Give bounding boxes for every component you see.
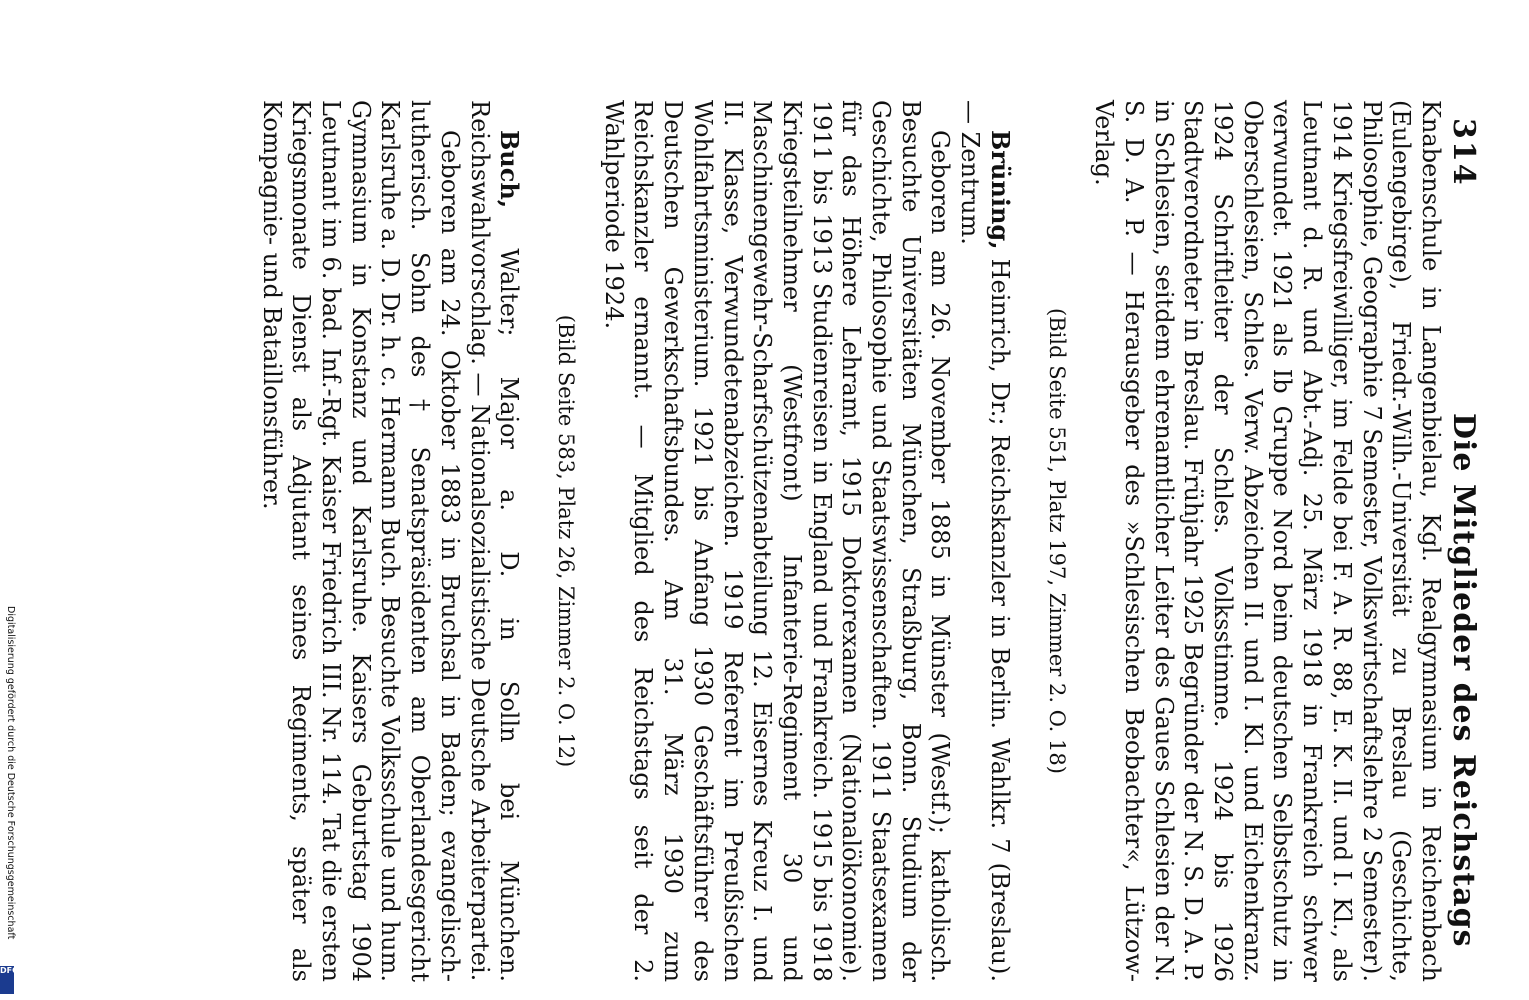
entry-biography: Geboren am 26. November 1885 in Münster (Westf.); katholisch. Besuchte Universitäten München, Straßburg, Bonn. Studium der Geschichte, Philosophie und Staatswissenschaften. 1911 Staatsexamen für das Höhere Lehramt, 1915 Doktorexamen (Nationalökonomie). 1911 bis 1913 Studienreisen in England und Frankreich. 1915 bis 1918 Kriegsteilnehmer (Westfront) Infanterie-Regiment 30 und Maschinengewehr-Scharfschützenabteilung 12. Eisernes Kreuz I. und II. Klasse, Verwundetenabzeichen. 1919 Referent im Preußischen Wohlfahrtsministerium. 1921 bis Anfang 1930 Geschäftsführer des Deutschen Gewerkschaftsbundes. Am 31. März 1930 zum Reichskanzler ernannt. — Mitglied des Reichstags seit der 2. Wahlperiode 1924. <box>599 100 955 982</box>
entry-reference: (Bild Seite 583, Platz 26, Zimmer 2. O. 12) <box>554 314 579 768</box>
digitization-credit: Digitalisierung gefördert durch die Deutsche Forschungsgemeinschaft <box>5 606 16 940</box>
entry-heading-line <box>464 100 524 982</box>
entry-name: Brüning, <box>985 130 1015 250</box>
entry-lead: Heinrich, Dr.; Reichskanzler in Berlin. Wahlkr. 7 (Breslau). — Zentrum. <box>956 100 1014 982</box>
entry-continuation-text: Knabenschule in Langenbielau, Kgl. Realgymnasium in Reichenbach (Eulengebirge), Friedr.-Wilh.-Universität zu Breslau (Geschichte, Philosophie, Geographie 7 Semester, Volkswirtschaftslehre 2 Semester). 1914 Kriegsfreiwilliger, im Felde bei F. A. R. 88, E. K. II. und I. Kl., als Leutnant d. R. und Abt.-Adj. 25. März 1918 in Frankreich schwer verwundet. 1921 als Ib Gruppe Nord beim deutschen Selbstschutz in Oberschlesien, Schles. Verw. Abzeichen II. und I. Kl. und Eichenkranz. 1924 Schriftleiter der Schles. Volksstimme. 1924 bis 1926 Stadtverordneter in Breslau. Frühjahr 1925 Begründer der N. S. D. A. P. in Schlesien, seitdem ehrenamtlicher Leiter des Gaues Schlesien der N. S. D. A. P. — Herausgeber des »Schlesischen Beobachter«, Lützow-Verlag. <box>1090 100 1445 982</box>
entry-heading-line <box>954 100 1014 982</box>
entry-reference: (Bild Seite 551, Platz 197, Zimmer 2. O. 18) <box>1044 308 1069 774</box>
page-number: 314 <box>1446 118 1481 187</box>
running-head: Die Mitglieder des Reichstags <box>1446 413 1481 948</box>
page-body <box>256 100 1445 982</box>
entry-biography: Geboren am 24. Oktober 1883 in Bruchsal in Baden; evangelisch-lutherisch. Sohn des † Senatspräsidenten am Oberlandesgericht Karlsruhe a. D. Dr. h. c. Hermann Buch. Besuchte Volksschule und hum. Gymnasium in Konstanz und Karlsruhe. Kaisers Geburtstag 1904 Leutnant im 6. bad. Inf.-Rgt. Kaiser Friedrich III. Nr. 114. Tat die ersten Kriegsmonate Dienst als Adjutant seines Regiments, später als Kompagnie- und Bataillonsführer. <box>257 100 464 982</box>
entry-lead: Walter; Major a. D. in Solln bei München. Reichswahlvorschlag. — Nationalsozialistische Deutsche Arbeiterpartei. <box>465 100 524 982</box>
dfg-logo-icon: DFG <box>0 966 14 994</box>
entry-name: Buch, <box>495 130 525 209</box>
